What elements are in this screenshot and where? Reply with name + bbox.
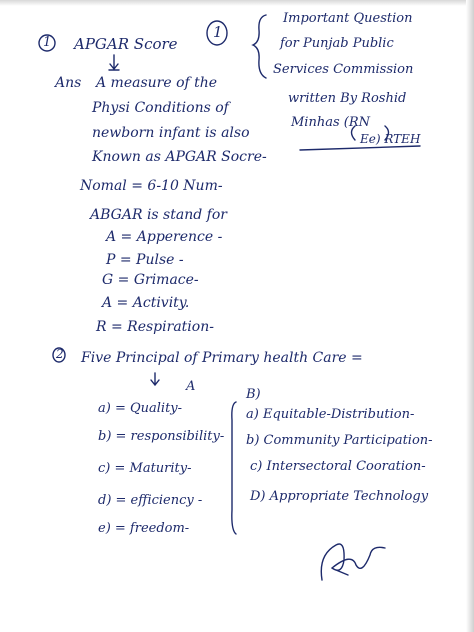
apgar-item-r: R = Respiration- [96,319,214,335]
page-number: 1 [213,23,223,41]
heading-note-line-2: for Punjab Public [280,36,394,51]
col-b-item-4: D) Appropriate Technology [250,489,429,504]
heading-note-line-5: Minhas (RN [291,115,371,130]
col-a-item-5: e) = freedom- [98,521,190,536]
col-b-item-1: a) Equitable-Distribution- [246,407,415,422]
section2-title: Five Principal of Primary health Care = [81,350,363,366]
col-b-item-2: b) Community Participation- [246,433,433,448]
stand-for: ABGAR is stand for [90,207,227,223]
column-divider [232,402,236,534]
apgar-item-g: G = Grimace- [102,272,199,288]
answer-line-3: newborn infant is also [92,125,250,141]
author-underline [300,146,420,150]
normal-range: Nomal = 6-10 Num- [80,178,223,194]
heading-note-line-3: Services Commission [273,62,414,77]
apgar-arrow-icon [109,55,119,70]
col-b-item-3: c) Intersectoral Cooration- [250,459,426,474]
answer-line-4: Known as APGAR Socre- [92,149,267,165]
signature-icon [321,544,385,580]
col-a-item-1: a) = Quality- [98,401,183,416]
answer-line-2: Physi Conditions of [92,100,229,116]
heading-note-line-6: Ee) RTEH [360,132,421,146]
col-a-item-4: d) = efficiency - [98,493,203,508]
heading-note-line-4: written By Roshid [288,91,407,106]
answer-label: Ans [55,75,82,91]
apgar-item-p: P = Pulse - [106,252,184,268]
heading-note-line-1: Important Question [283,11,413,26]
col-a-item-3: c) = Maturity- [98,461,192,476]
col-a-item-2: b) = responsibility- [98,429,225,444]
apgar-item-a2: A = Activity. [102,295,190,311]
column-a-label: A [186,379,196,394]
column-b-label: B) [246,387,261,402]
heading-brace [253,15,266,78]
apgar-item-a: A = Apperence - [106,229,223,245]
section1-title: APGAR Score [74,35,178,53]
section2-number: 2 [56,347,64,361]
principal-arrow-icon [151,373,159,385]
section1-number: 1 [43,35,52,50]
answer-line-1: A measure of the [96,75,218,91]
